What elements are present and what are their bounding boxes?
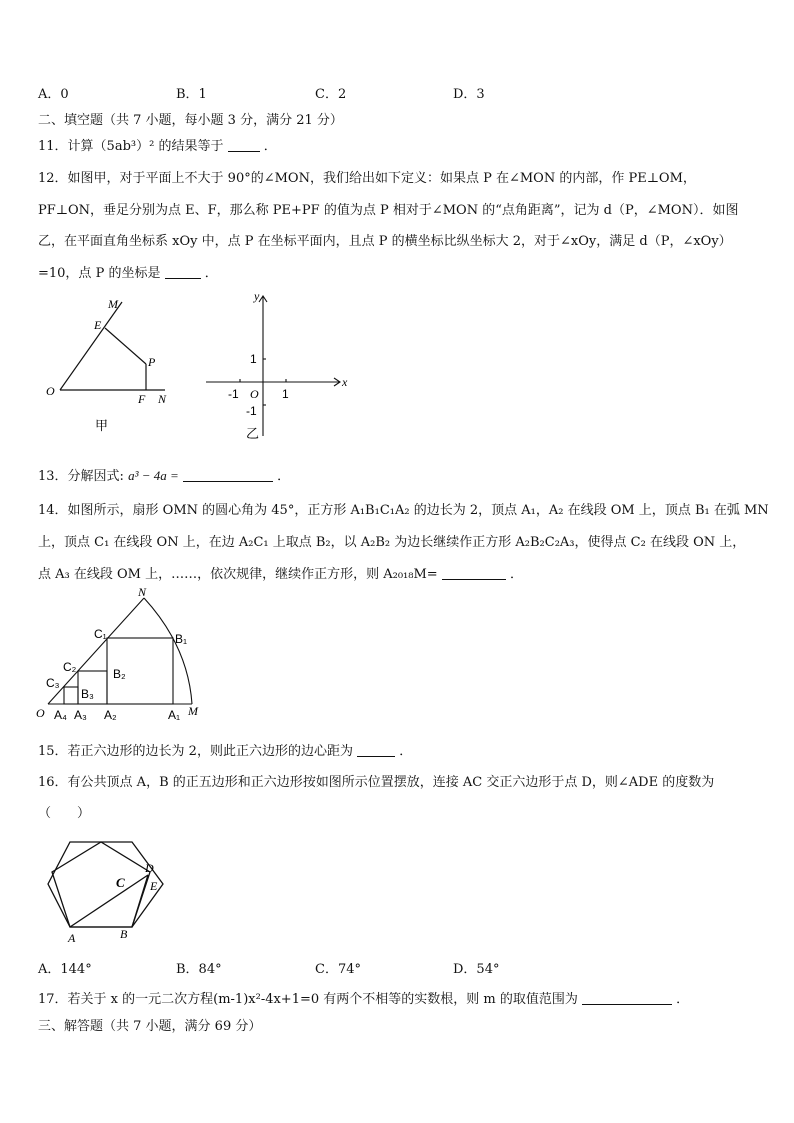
label-n: N	[138, 586, 147, 599]
segment-on	[48, 598, 144, 704]
q13-text: 13．分解因式:	[38, 469, 124, 484]
q16-line-1: 16．有公共顶点 A，B 的正五边形和正六边形按如图所示位置摆放，连接 AC 交正六边形于点 D，则∠ADE 的度数为	[38, 775, 715, 790]
q17-text: 17．若关于 x 的一元二次方程(m-1)x²-4x+1=0 有两个不相等的实数根，则 m 的取值范围为	[38, 992, 578, 1007]
label-a: A	[68, 931, 76, 945]
q12-line-3: 乙，在平面直角坐标系 xOy 中，点 P 在坐标平面内，且点 P 的横坐标比纵坐标大 2，对于∠xOy，满足 d（P，∠xOy）	[38, 234, 732, 249]
q14-answer-blank[interactable]	[442, 567, 506, 580]
figure-14	[30, 586, 215, 726]
label-m: M	[108, 297, 118, 311]
q15-answer-blank[interactable]	[357, 744, 395, 757]
q14-line-1: 14．如图所示，扇形 OMN 的圆心角为 45°，正方形 A₁B₁C₁A₂ 的边长为 2，顶点 A₁，A₂ 在线段 OM 上，顶点 B₁ 在弧 MN	[38, 503, 769, 518]
q15-end: ．	[399, 744, 413, 759]
label-a2: A₂	[104, 708, 117, 722]
q10-option-c: C．2	[315, 87, 347, 102]
label-x: x	[342, 375, 348, 389]
q12-line-1: 12．如图甲，对于平面上不大于 90°的∠MON，我们给出如下定义：如果点 P 在∠MON 的内部，作 PE⊥OM，	[38, 171, 696, 186]
label-m: M	[188, 704, 198, 718]
segment-ac	[70, 875, 148, 927]
q16-line-2: （ ）	[38, 806, 91, 821]
question-17	[38, 988, 689, 1007]
q16-option-b: B．84°	[176, 962, 222, 977]
label-c1: C₁	[94, 627, 107, 641]
q14-line-2: 上，顶点 C₁ 在线段 ON 上，在边 A₂C₁ 上取点 B₂，以 A₂B₂ 为边长继续作正方形 A₂B₂C₂A₃，使得点 C₂ 在线段 ON 上，	[38, 535, 746, 550]
q10-option-a: A．0	[38, 87, 69, 102]
label-o: O	[46, 384, 55, 398]
section-3-heading: 三、解答题（共 7 小题，满分 69 分）	[38, 1019, 262, 1034]
q12-line-4	[38, 262, 218, 281]
q15-text: 15．若正六边形的边长为 2，则此正六边形的边心距为	[38, 744, 353, 759]
figure-12-jia	[40, 292, 180, 442]
tick-y-neg1: -1	[246, 404, 257, 418]
segment-bd	[132, 875, 148, 927]
q13-end: ．	[277, 469, 291, 484]
label-origin: O	[250, 387, 259, 401]
label-b2: B₂	[113, 667, 126, 681]
label-f: F	[138, 392, 146, 406]
q16-option-c: C．74°	[315, 962, 361, 977]
tick-x-1: 1	[282, 387, 289, 401]
label-e: E	[150, 879, 158, 893]
label-b: B	[120, 927, 128, 941]
q10-option-b: B．1	[176, 87, 207, 102]
q16-option-a: A．144°	[38, 962, 92, 977]
label-e: E	[94, 318, 102, 332]
tick-y-1: 1	[250, 352, 257, 366]
label-b3: B₃	[81, 687, 94, 701]
q11-text: 11．计算（5ab³）² 的结果等于	[38, 139, 224, 154]
q13-expression: a³ − 4a =	[128, 468, 179, 483]
square-3	[64, 687, 78, 704]
q11-answer-blank[interactable]	[228, 139, 260, 152]
label-n: N	[158, 392, 167, 406]
label-p: P	[148, 355, 156, 369]
q14-end: ．	[509, 567, 523, 582]
question-11	[38, 135, 277, 154]
label-a3: A₃	[74, 708, 87, 722]
question-15	[38, 740, 412, 759]
label-b1: B₁	[175, 632, 188, 646]
q12-end: ．	[204, 266, 218, 281]
q13-answer-blank[interactable]	[183, 469, 273, 482]
label-c: C	[116, 875, 125, 890]
q12-line-2: PF⊥ON，垂足分别为点 E、F，那么称 PE+PF 的值为点 P 相对于∠MON 的“点角距离”，记为 d（P，∠MON）．如图	[38, 203, 739, 218]
label-a1: A₁	[168, 708, 181, 722]
q11-end: ．	[263, 139, 277, 154]
label-a4: A₄	[54, 708, 67, 722]
caption-jia: 甲	[95, 418, 109, 433]
arc-mn	[144, 598, 192, 704]
q14-line-3	[38, 563, 523, 582]
label-c3: C₃	[46, 676, 60, 690]
q17-end: ．	[676, 992, 690, 1007]
question-13	[38, 465, 290, 484]
label-c2: C₂	[63, 660, 77, 674]
q10-option-d: D．3	[453, 87, 485, 102]
label-y: y	[254, 289, 260, 303]
tick-x-neg1: -1	[228, 387, 239, 401]
q17-answer-blank[interactable]	[582, 992, 672, 1005]
q16-option-d: D．54°	[453, 962, 500, 977]
figure-12-yi	[200, 288, 360, 446]
label-d: D	[145, 861, 154, 875]
ray-om	[60, 302, 122, 390]
q12-answer-blank[interactable]	[165, 266, 201, 279]
q12-text: =10，点 P 的坐标是	[38, 266, 161, 281]
figure-16	[40, 832, 175, 947]
caption-yi: 乙	[246, 426, 260, 441]
q14-text: 点 A₃ 在线段 OM 上，……，依次规律，继续作正方形，则 A₂₀₁₈M=	[38, 567, 438, 582]
label-o: O	[36, 706, 45, 720]
section-2-heading: 二、填空题（共 7 小题，每小题 3 分，满分 21 分）	[38, 113, 343, 128]
segment-pe	[105, 328, 146, 364]
